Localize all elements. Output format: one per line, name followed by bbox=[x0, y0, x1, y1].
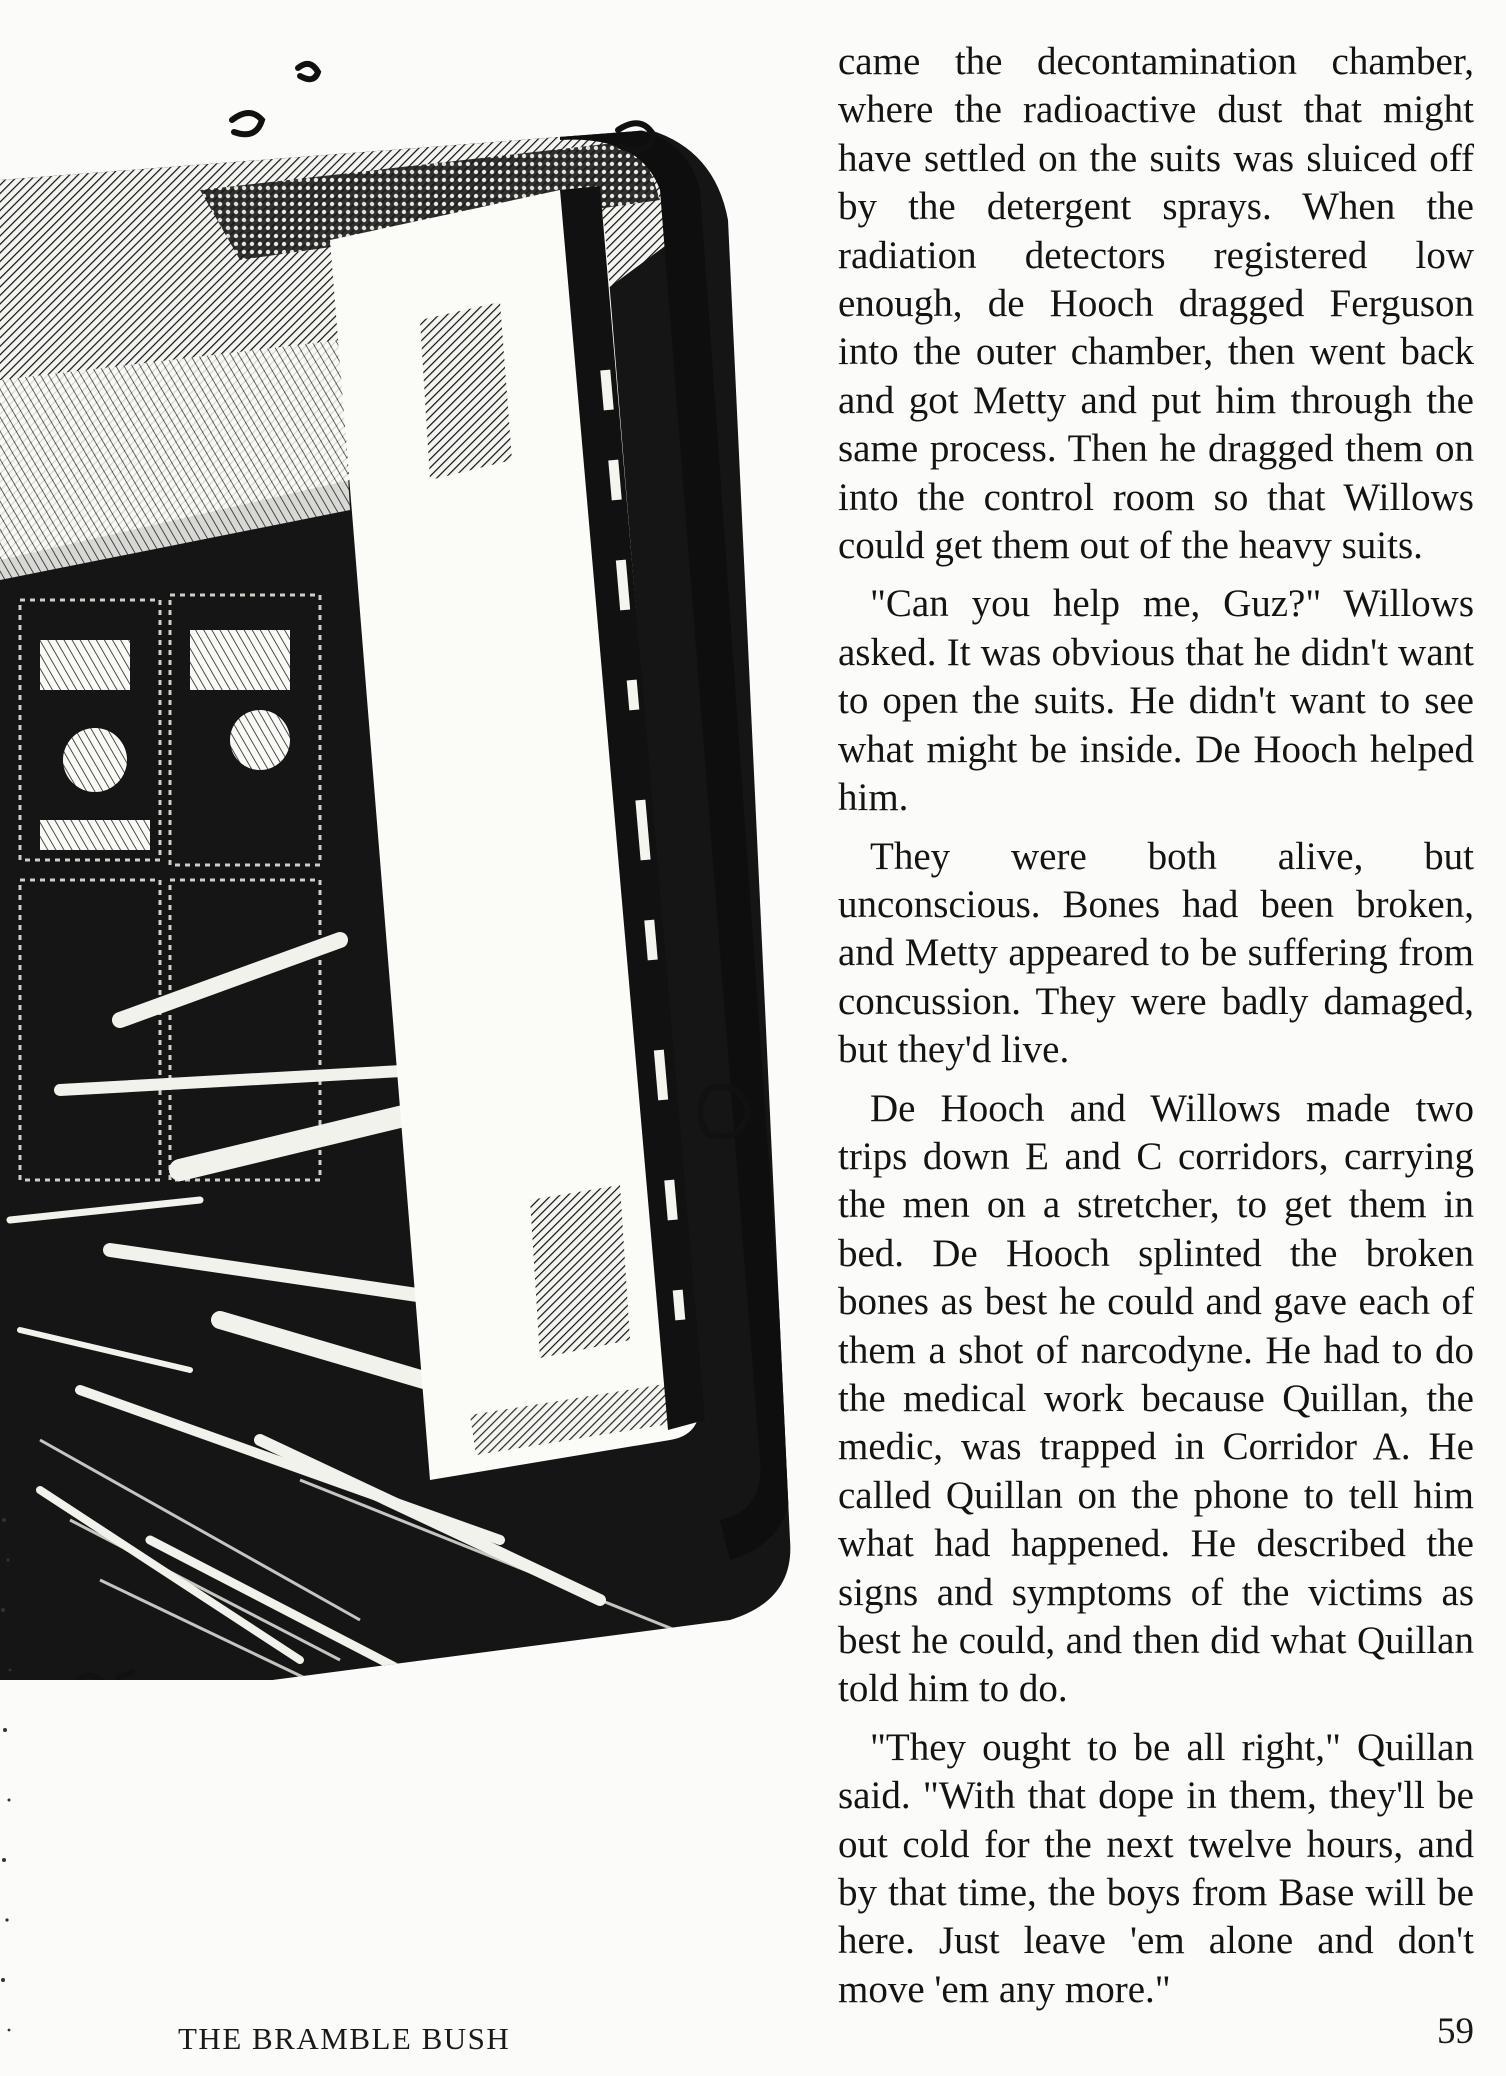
scan-edge-noise bbox=[0, 1500, 14, 2060]
paragraph: They were both alive, but unconscious. Bones had been broken, and Metty appeared to be suffering from concussion. They were badly damaged, but they'd live. bbox=[838, 834, 1474, 1072]
paragraph: "Can you help me, Guz?" Willows asked. It was obvious that he didn't want to open the suits. He didn't want to see what might be inside. De Hooch helped him. bbox=[838, 582, 1474, 820]
paragraph: "They ought to be all right," Quillan said. "With that dope in them, they'll be out cold for the next twelve hours, and by that time, the boys from Base will be here. Just leave 'em alone and don't move 'em any more." bbox=[838, 1725, 1474, 2011]
illustration-artwork bbox=[0, 40, 800, 1680]
paragraph: De Hooch and Willows made two trips down E and C corridors, carrying the men on a stretcher, to get them in bed. De Hooch splinted the broken bones as best he could and gave each of them a shot of narcodyne. He had to do the medical work because Quillan, the medic, was trapped in Corridor A. He called Quillan on the phone to tell him what had happened. He described the signs and symptoms of the victims as best he could, and then did what Quillan told him to do. bbox=[838, 1086, 1474, 1711]
running-title: THE BRAMBLE BUSH bbox=[178, 2021, 511, 2056]
illustration bbox=[0, 40, 800, 1680]
page-number: 59 bbox=[1437, 2011, 1474, 2052]
article-text bbox=[838, 38, 1474, 2024]
paragraph: came the decontamination chamber, where the radioactive dust that might have settled on the suits was sluiced off by the detergent sprays. When the radiation detectors registered low enough, de Hooch dragged Ferguson into the outer chamber, then went back and got Metty and put him through the same process. Then he dragged them on into the control room so that Willows could get them out of the heavy suits. bbox=[838, 40, 1474, 568]
